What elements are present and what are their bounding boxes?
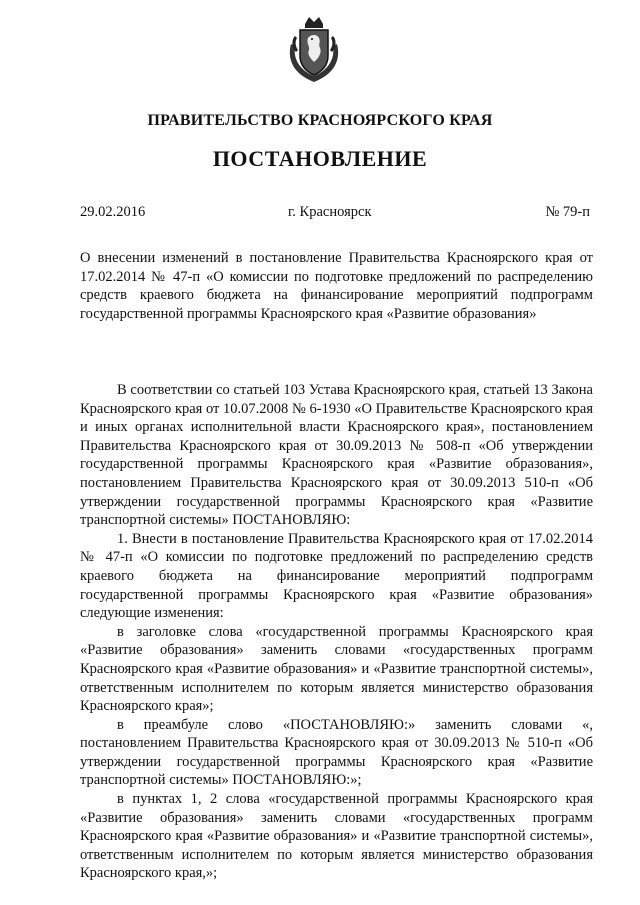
body-paragraph: В соответствии со статьей 103 Устава Красноярского края, статьей 13 Закона Красноярского края от 10.07.2008 № 6-1930 «О Правительстве Красноярского края и иных органах исполнительной власти Красноярского края», постановлением Правительства Красноярского края от 30.09.2013 № 508-п «Об утверждении государственной программы Красноярского края «Развитие образования», постановлением Правительства Красноярского края от 30.09.2013 510-п «Об утверждении государственной программы Красноярского края «Развитие транспортной системы» ПОСТАНОВЛЯЮ: [80,382,593,529]
organization-title: ПРАВИТЕЛЬСТВО КРАСНОЯРСКОГО КРАЯ [147,112,493,129]
body-paragraph: 1. Внести в постановление Правительства Красноярского края от 17.02.2014 № 47-п «О комиссии по подготовке предложений по распределению средств краевого бюджета на финансирование мероприятий подпрограмм государственной программы Красноярского края «Развитие образования» следующие изменения: [80,530,593,622]
body-paragraph: в пунктах 1, 2 слова «государственной программы Красноярского края «Развитие образования» заменить словами «государственных программ Красноярского края «Развитие образования» и «Развитие транспортной системы», ответственным исполнителем по которым является министерство образования Красноярского края,»; [80,791,593,882]
document-body [80,381,593,883]
document-type-title: ПОСТАНОВЛЕНИЕ [212,146,428,171]
document-subject: О внесении изменений в постановление Правительства Красноярского края от 17.02.2014 № 47-п «О комиссии по подготовке предложений по распределению средств краевого бюджета на финансирование мероприятий подпрограмм государственной программы Красноярского края «Развитие образования» [80,250,593,322]
document-city: г. Красноярск [288,204,372,220]
coat-of-arms-icon [283,14,345,86]
document-date: 29.02.2016 [80,204,146,220]
body-paragraph: в преамбуле слово «ПОСТАНОВЛЯЮ:» заменить словами «, постановлением Правительства Красноярского края от 30.09.2013 № 510-п «Об утверждении государственной программы Красноярского края «Развитие транспортной системы» ПОСТАНОВЛЯЮ:»; [80,716,593,789]
document-number: № 79-п [545,204,590,220]
body-paragraph: в заголовке слова «государственной программы Красноярского края «Развитие образования» заменить словами «государственных программ Красноярского края «Развитие образования» и «Развитие транспортной системы», ответственным исполнителем по которым является министерство образования Красноярского края»; [80,623,593,715]
